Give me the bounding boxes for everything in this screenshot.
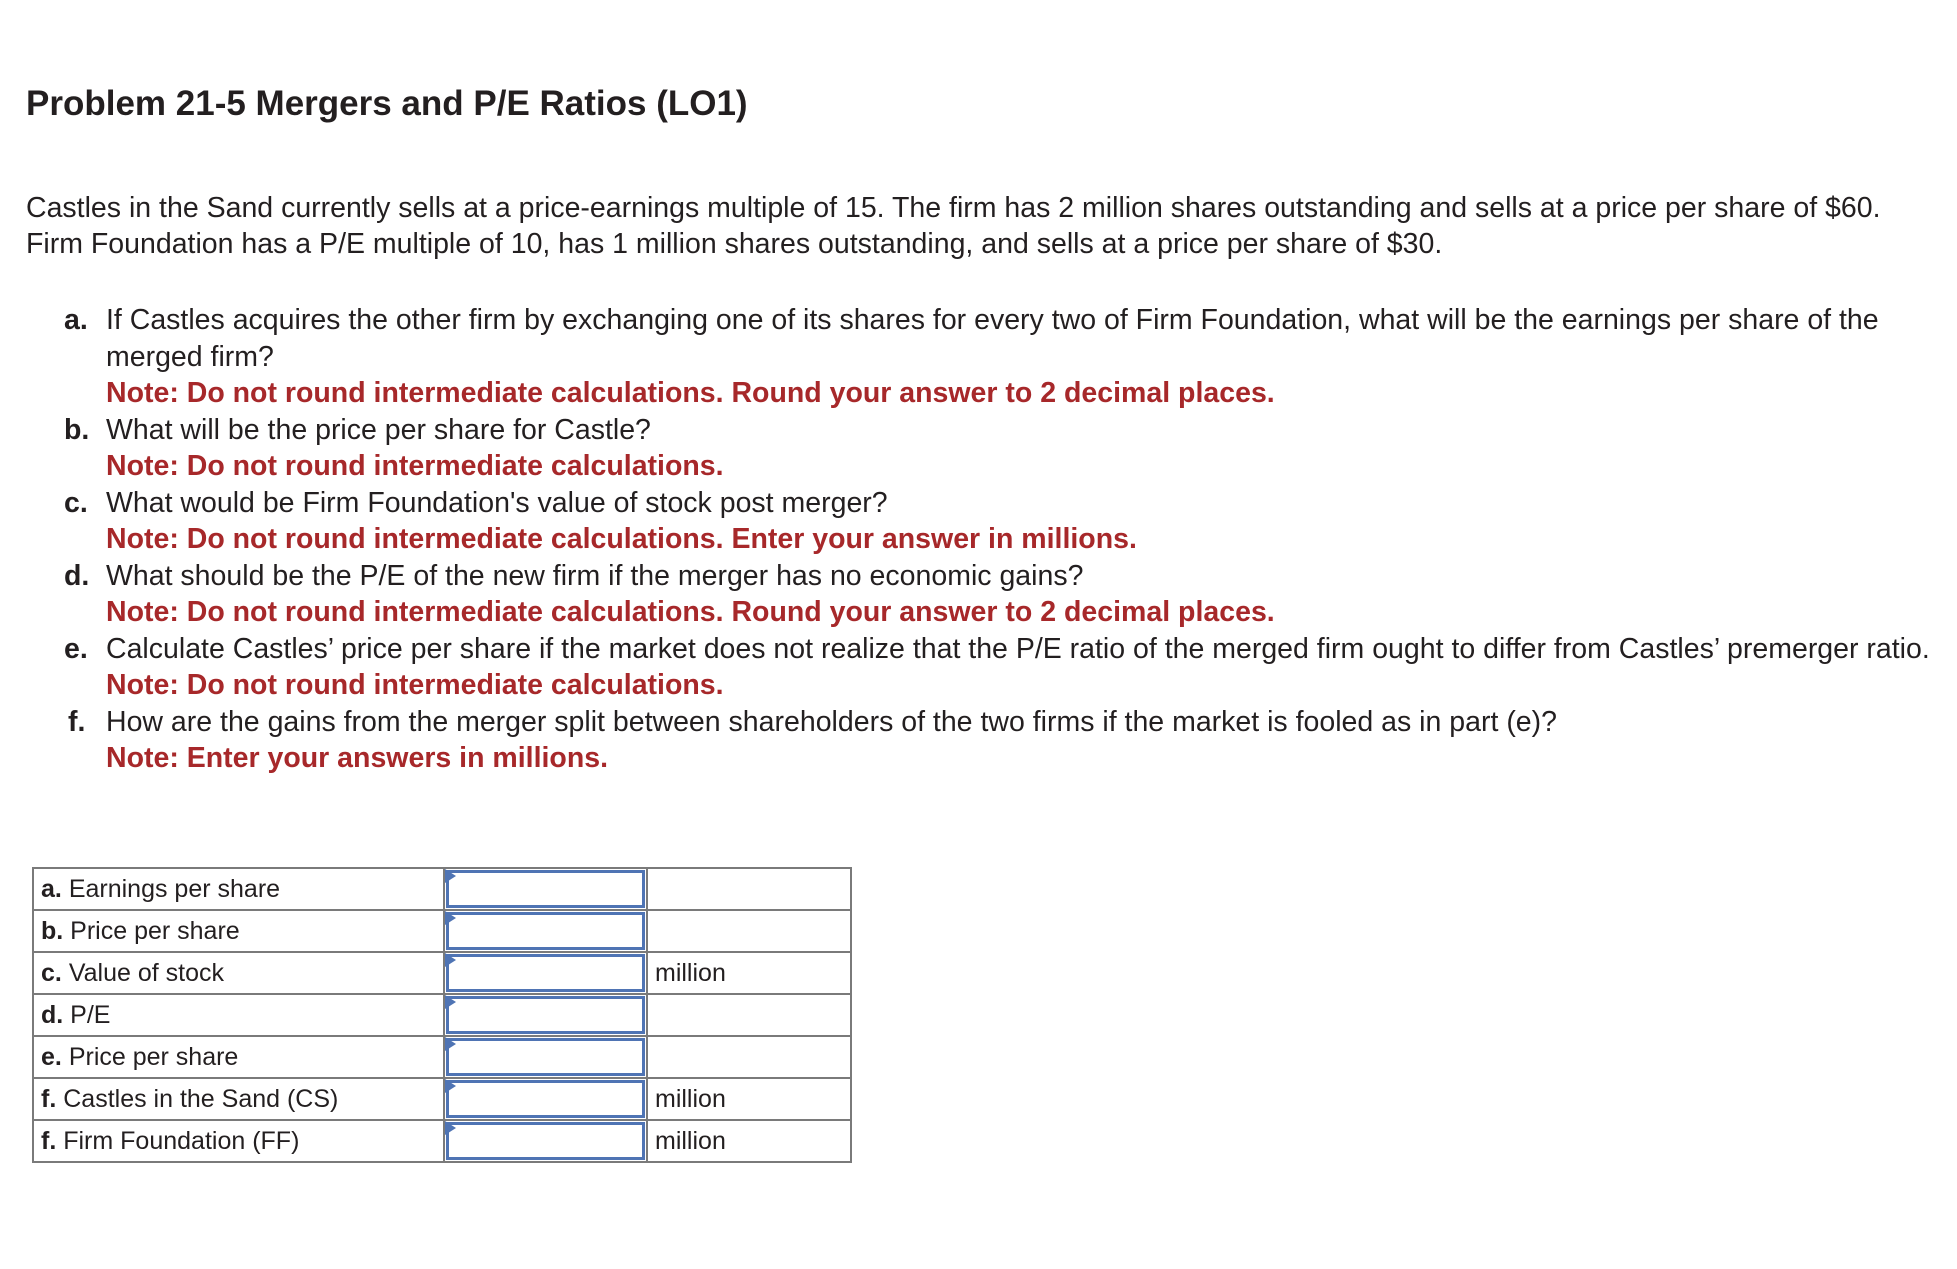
input-marker-icon [445,953,456,967]
question-note: Note: Do not round intermediate calculations. [106,450,724,482]
unit-cell: million [647,1078,851,1120]
earnings-per-share-input[interactable] [449,873,642,905]
table-row [33,1120,851,1162]
question-text: How are the gains from the merger split between shareholders of the two firms if the market is fooled as in part (e)? [106,705,1557,738]
row-label-text: Price per share [70,916,240,945]
input-marker-icon [445,911,456,925]
question-note: Note: Do not round intermediate calculations. [106,669,724,701]
question-f [62,704,1932,777]
table-row [33,910,851,952]
row-label-text: P/E [70,1000,111,1029]
row-label [33,1120,444,1162]
question-text: What should be the P/E of the new firm if the merger has no economic gains? [106,559,1084,592]
castles-gain-input[interactable] [449,1083,642,1115]
problem-intro: Castles in the Sand currently sells at a price-earnings multiple of 15. The firm has 2 million shares outstanding and sells at a price per share of $60. Firm Foundation has a P/E multiple of 10, has 1 million shares outstanding, and sells at a price per share of $30. [26,192,1881,260]
answer-cell [444,994,647,1036]
question-list [62,302,1932,777]
row-label-text: Value of stock [68,958,224,987]
question-text: What would be Firm Foundation's value of stock post merger? [106,486,888,519]
question-note: Note: Enter your answers in millions. [106,742,609,774]
price-per-share-input[interactable] [449,915,642,947]
table-row [33,994,851,1036]
input-marker-icon [445,869,456,883]
question-e [62,631,1932,704]
question-letter: a. [64,304,88,336]
unit-cell: million [647,952,851,994]
question-note: Note: Do not round intermediate calculations. Enter your answer in millions. [106,523,1137,555]
question-d [62,558,1932,631]
row-letter: f. [41,1126,57,1155]
answer-cell [444,868,647,910]
fooled-price-per-share-input[interactable] [449,1041,642,1073]
question-letter: e. [64,632,88,665]
question-b [62,412,1932,485]
answer-cell [444,1120,647,1162]
table-row [33,868,851,910]
answer-cell [444,952,647,994]
question-note: Note: Do not round intermediate calculations. Round your answer to 2 decimal places. [106,596,1275,628]
input-marker-icon [445,995,456,1009]
row-letter: a. [41,874,62,903]
input-marker-icon [445,1079,456,1093]
answer-cell [444,910,647,952]
value-of-stock-input[interactable] [449,957,642,989]
answer-cell [444,1078,647,1120]
row-label-text: Price per share [68,1042,239,1071]
unit-cell [647,1036,851,1078]
unit-cell [647,994,851,1036]
row-label-text: Earnings per share [68,874,281,903]
row-label [33,952,444,994]
question-text: If Castles acquires the other firm by exchanging one of its shares for every two of Firm Foundation, what will be the earnings per share of the merged firm? [106,304,1879,373]
input-marker-icon [445,1037,456,1051]
question-letter: d. [64,559,90,592]
firm-foundation-gain-input[interactable] [449,1125,642,1157]
question-letter: f. [68,705,86,738]
question-a [62,302,1932,412]
table-row [33,952,851,994]
question-c [62,485,1932,558]
row-label [33,868,444,910]
row-label [33,994,444,1036]
pe-ratio-input[interactable] [449,999,642,1031]
row-label [33,910,444,952]
question-text: What will be the price per share for Castle? [106,413,651,446]
question-text: Calculate Castles’ price per share if the market does not realize that the P/E ratio of the merged firm ought to differ from Castles’ premerger ratio. [106,632,1930,665]
unit-cell [647,868,851,910]
row-label-text: Castles in the Sand (CS) [63,1084,339,1113]
row-letter: d. [41,1000,64,1029]
table-row [33,1036,851,1078]
unit-cell: million [647,1120,851,1162]
input-marker-icon [445,1121,456,1135]
unit-cell [647,910,851,952]
row-letter: f. [41,1084,57,1113]
problem-title: Problem 21-5 Mergers and P/E Ratios (LO1) [26,84,748,123]
answer-cell [444,1036,647,1078]
table-row [33,1078,851,1120]
row-label [33,1078,444,1120]
row-label [33,1036,444,1078]
row-letter: e. [41,1042,62,1071]
question-letter: b. [64,413,90,446]
row-letter: c. [41,958,62,987]
question-letter: c. [64,486,88,519]
row-letter: b. [41,916,64,945]
answer-table [32,867,852,1163]
question-note: Note: Do not round intermediate calculations. Round your answer to 2 decimal places. [106,377,1275,409]
row-label-text: Firm Foundation (FF) [63,1126,300,1155]
